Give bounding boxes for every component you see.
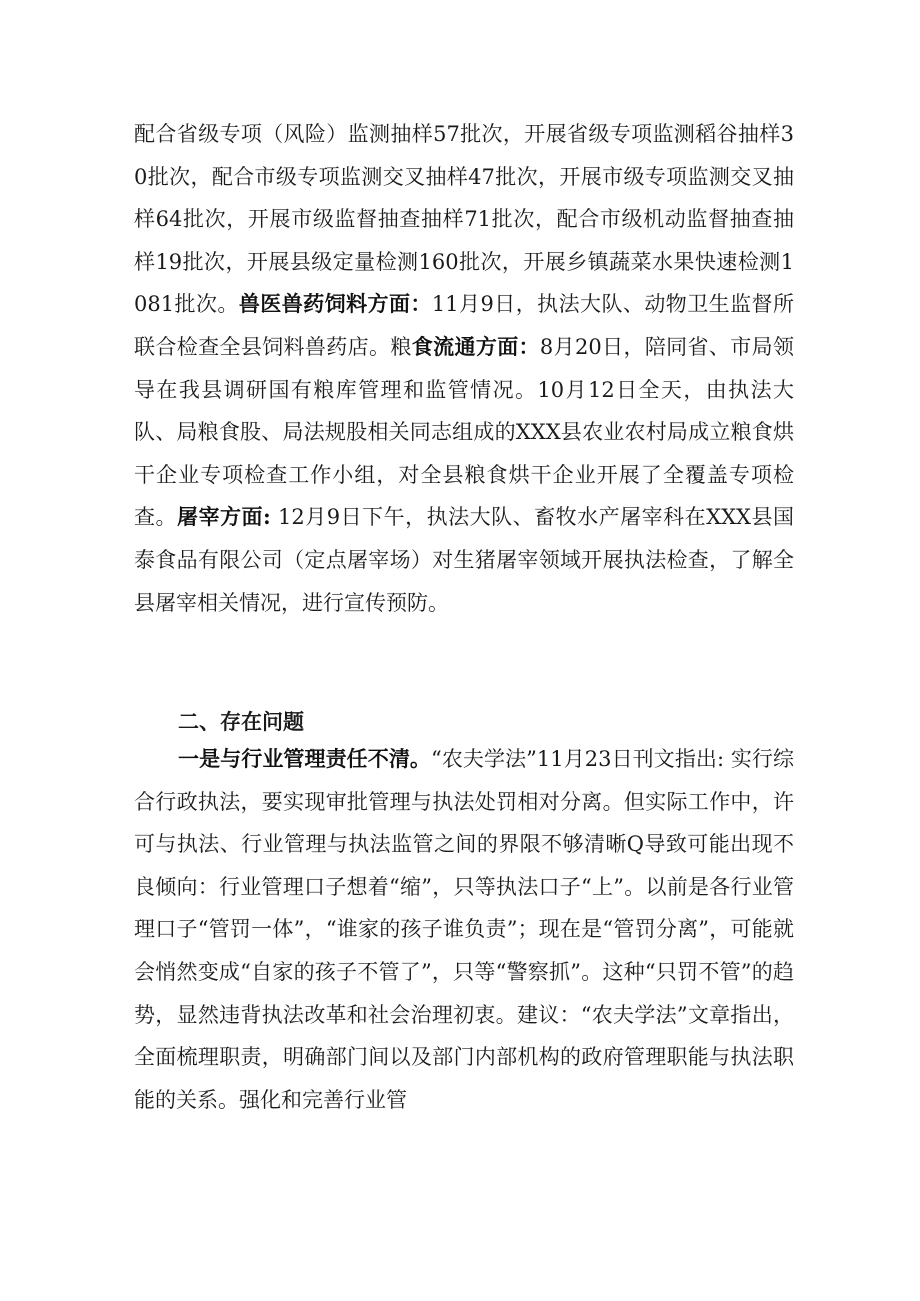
vet-section-label: 兽医兽药饲料方面： xyxy=(238,291,432,317)
vet-section-text: 11月9日，执法大队、动物卫生监督所联合检查全县饲料兽药店。粮 xyxy=(134,292,794,359)
slaughter-section-text: 12月9日下午，执法大队、畜牧水产屠宰科在XXX县国泰食品有限公司（定点屠宰场）对生猪屠宰领域开展执法检查，了解全县屠宰相关情况，进行宣传预防。 xyxy=(134,505,795,615)
paragraph-inspection-summary xyxy=(134,113,794,624)
section-heading-problems: 二、存在问题 xyxy=(178,709,304,734)
grain-section-label: 食流通方面： xyxy=(411,333,540,359)
problem-one-label: 一是与行业管理责任不清。 xyxy=(178,746,431,771)
sampling-text: 配合省级专项（风险）监测抽样57批次，开展省级专项监测稻谷抽样30批次，配合市级专项监测交叉抽样47批次，开展市级专项监测交叉抽样64批次，开展市级监督抽查抽样71批次，配合市级机动监督抽查抽样19批次，开展县级定量检测160批次，开展乡镇蔬菜水果快速检测1081批次。 xyxy=(134,122,794,317)
slaughter-section-label: 屠宰方面: xyxy=(177,504,271,530)
paragraph-problem-one xyxy=(134,738,794,1121)
grain-section-text: 8月20日，陪同省、市局领导在我县调研国有粮库管理和监管情况。10月12日全天，由执法大队、局粮食股、局法规股相关同志组成的XXX县农业农村局成立粮食烘干企业专项检查工作小组，对全县粮食烘干企业开展了全覆盖专项检查。 xyxy=(134,334,795,530)
problem-one-text: “农夫学法”11月23日刊文指出: 实行综合行政执法，要实现审批管理与执法处罚相对分离。但实际工作中，许可与执法、行业管理与执法监管之间的界限不够清晰Q导致可能出现不良倾向：行业管理口子想着“缩”，只等执法口子“上”。以前是各行业管理口子“管罚一体”，“谁家的孩子谁负责”；现在是“管罚分离”，可能就会悄然变成“自家的孩子不管了”，只等“警察抓”。这种“只罚不管”的趋势，显然违背执法改革和社会治理初衷。建议：“农夫学法”文章指出，全面梳理职责，明确部门间以及部门内部机构的政府管理职能与执法职能的关系。强化和完善行业管 xyxy=(134,747,794,1112)
